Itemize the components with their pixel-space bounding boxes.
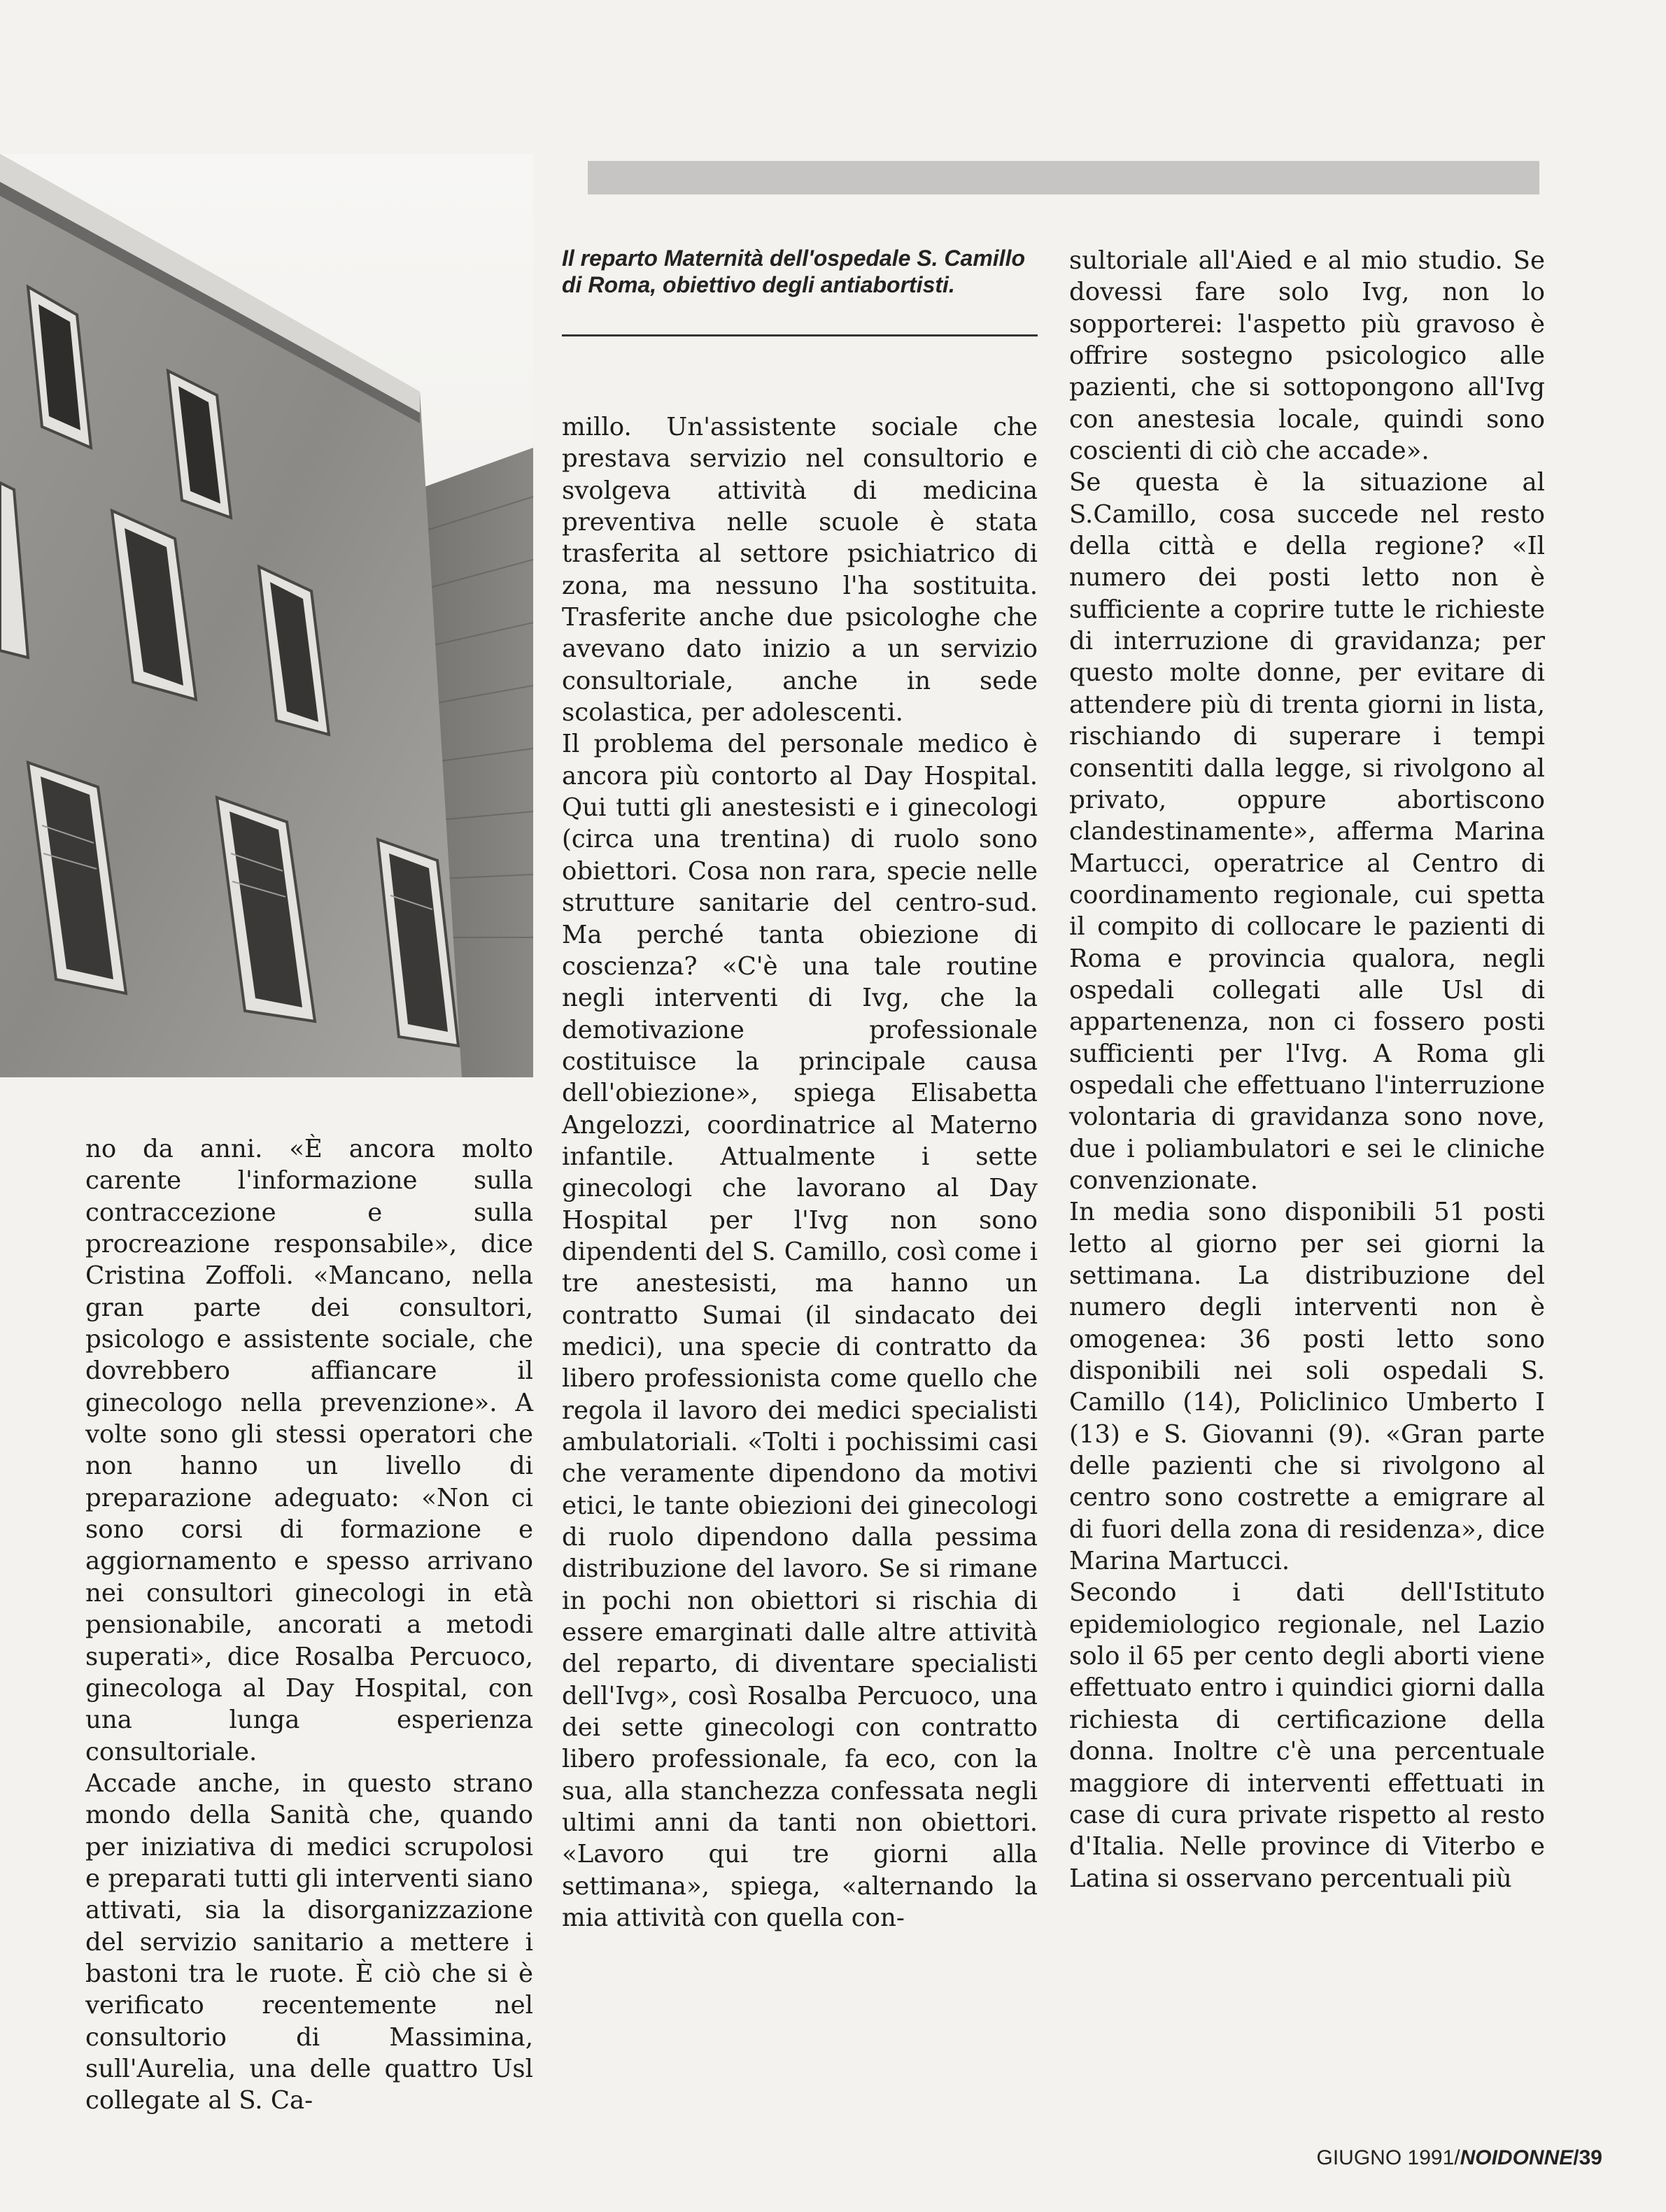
text-column-2	[562, 411, 1038, 1934]
paragraph: In media sono disponibili 51 posti letto al giorno per sei giorni la settimana. La distribuzione del numero degli interventi non è omogenea: 36 posti letto sono disponibili nei soli ospedali S. Camillo (14), Policlinico Umberto I (13) e S. Giovanni (9). «Gran parte delle pazienti che si rivolgono al centro sono costrette a emigrare al di fuori della zona di residenza», dice Marina Martucci.	[1069, 1198, 1545, 1576]
building-photo	[0, 154, 533, 1077]
paragraph: sultoriale all'Aied e al mio studio. Se dovessi fare solo Ivg, non lo sopporterei: l'aspetto più gravoso è offrire sostegno psicologico alle pazienti, che si sottopongono all'Ivg con anestesia locale, quindi sono coscienti di ciò che accade».	[1069, 246, 1545, 466]
paragraph: Il problema del personale medico è ancora più contorto al Day Hospital. Qui tutti gli anestesisti e i ginecologi (circa una trentina) di ruolo sono obiettori. Cosa non rara, specie nelle strutture sanitarie del centro-sud. Ma perché tanta obiezione di coscienza? «C'è una tale routine negli interventi di Ivg, che la demotivazione professionale costituisce la principale causa dell'obiezione», spiega Elisabetta Angelozzi, coordinatrice al Materno infantile. Attualmente i sette ginecologi che lavorano al Day Hospital per l'Ivg non sono dipendenti del S. Camillo, così come i tre anestesisti, ma hanno un contratto Sumai (il sindacato dei medici), una specie di contratto da libero professionista come quello che regola il lavoro dei medici specialisti ambulatoriali. «Tolti i pochissimi casi che veramente dipendono da motivi etici, le tante obiezioni dei ginecologi di ruolo dipendono dalla pessima distribuzione del lavoro. Se si rimane in pochi non obiettori si rischia di essere emarginati dalle altre attività del reparto, di diventare specialisti dell'Ivg», così Rosalba Percuoco, una dei sette ginecologi con contratto libero professionale, fa eco, con la sua, alla stanchezza confessata negli ultimi anni da tanti non obiettori. «Lavoro qui tre giorni alla settimana», spiega, «alternando la mia attività con quella con-	[562, 730, 1038, 1933]
page-footer	[1252, 2146, 1602, 2170]
footer-page-number: /39	[1573, 2146, 1602, 2169]
paragraph: Secondo i dati dell'Istituto epidemiologico regionale, nel Lazio solo il 65 per cento degli aborti viene effettuato entro i quindici giorni dalla richiesta di certificazione della donna. Inoltre c'è una percentuale maggiore di interventi effettuati in case di cura private rispetto al resto d'Italia. Nelle province di Viterbo e Latina si osservano percentuali più	[1069, 1578, 1545, 1893]
paragraph: millo. Un'assistente sociale che prestava servizio nel consultorio e svolgeva attività di medicina preventiva nelle scuole è stata trasferita al settore psichiatrico di zona, ma nessuno l'ha sostituita. Trasferite anche due psicologhe che avevano dato inizio a un servizio consultoriale, anche in sede scolastica, per adolescenti.	[562, 413, 1038, 728]
building-photo-icon	[0, 154, 533, 1077]
photo-caption: Il reparto Maternità dell'ospedale S. Camillo di Roma, obiettivo degli antiabortisti.	[562, 246, 1025, 297]
paragraph: no da anni. «È ancora molto carente l'informazione sulla contraccezione e sulla procreazione responsabile», dice Cristina Zoffoli. «Mancano, nella gran parte dei consultori, psicologo e assistente sociale, che dovrebbero affiancare il ginecologo nella prevenzione». A volte sono gli stessi operatori che non hanno un livello di preparazione adeguato: «Non ci sono corsi di formazione e aggiornamento e spesso arrivano nei consultori ginecologi in età pensionabile, ancorati a metodi superati», dice Rosalba Percuoco, ginecologa al Day Hospital, con una lunga esperienza consultoriale.	[85, 1135, 533, 1766]
header-bar	[588, 161, 1539, 194]
text-column-1	[85, 1133, 533, 2117]
paragraph: Accade anche, in questo strano mondo della Sanità che, quando per iniziativa di medici scrupolosi e preparati tutti gli interventi siano attivati, sia la disorganizzazione del servizio sanitario a mettere i bastoni tra le ruote. È ciò che si è verificato recentemente nel consultorio di Massimina, sull'Aurelia, una delle quattro Usl collegate al S. Ca-	[85, 1768, 533, 2115]
footer-date: GIUGNO 1991/	[1316, 2146, 1460, 2169]
paragraph: Se questa è la situazione al S.Camillo, cosa succede nel resto della città e della regione? «Il numero dei posti letto non è sufficiente a coprire tutte le richieste di interruzione di gravidanza; per questo molte donne, per evitare di attendere più di trenta giorni in lista, rischiando di superare i tempi consentiti dalla legge, si rivolgono al privato, oppure abortiscono clandestinamente», afferma Marina Martucci, operatrice al Centro di coordinamento regionale, cui spetta il compito di collocare le pazienti di Roma e provincia qualora, negli ospedali collegati alle Usl di appartenenza, non ci fossero posti sufficienti per l'Ivg. A Roma gli ospedali che effettuano l'interruzione volontaria di gravidanza sono nove, due i poliambulatori e sei le cliniche convenzionate.	[1069, 468, 1545, 1195]
text-column-3	[1069, 245, 1545, 1894]
caption-rule	[562, 334, 1038, 336]
footer-magazine: NOIDONNE	[1460, 2146, 1574, 2169]
